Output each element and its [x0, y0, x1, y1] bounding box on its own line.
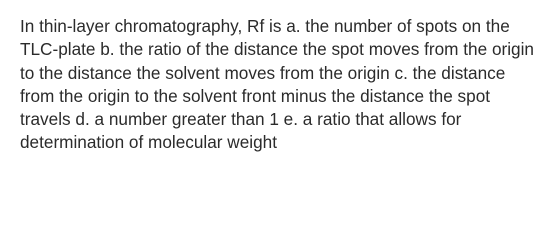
- question-block: [20, 15, 544, 155]
- question-text: In thin-layer chromatography, Rf is a. the number of spots on the TLC-plate b. the ratio of the distance the spot moves from the origin to the distance the solvent moves from the origin c. the distance from the origin to the solvent front minus the distance the spot travels d. a number greater than 1 e. a ratio that allows for determination of molecular weight: [20, 16, 534, 153]
